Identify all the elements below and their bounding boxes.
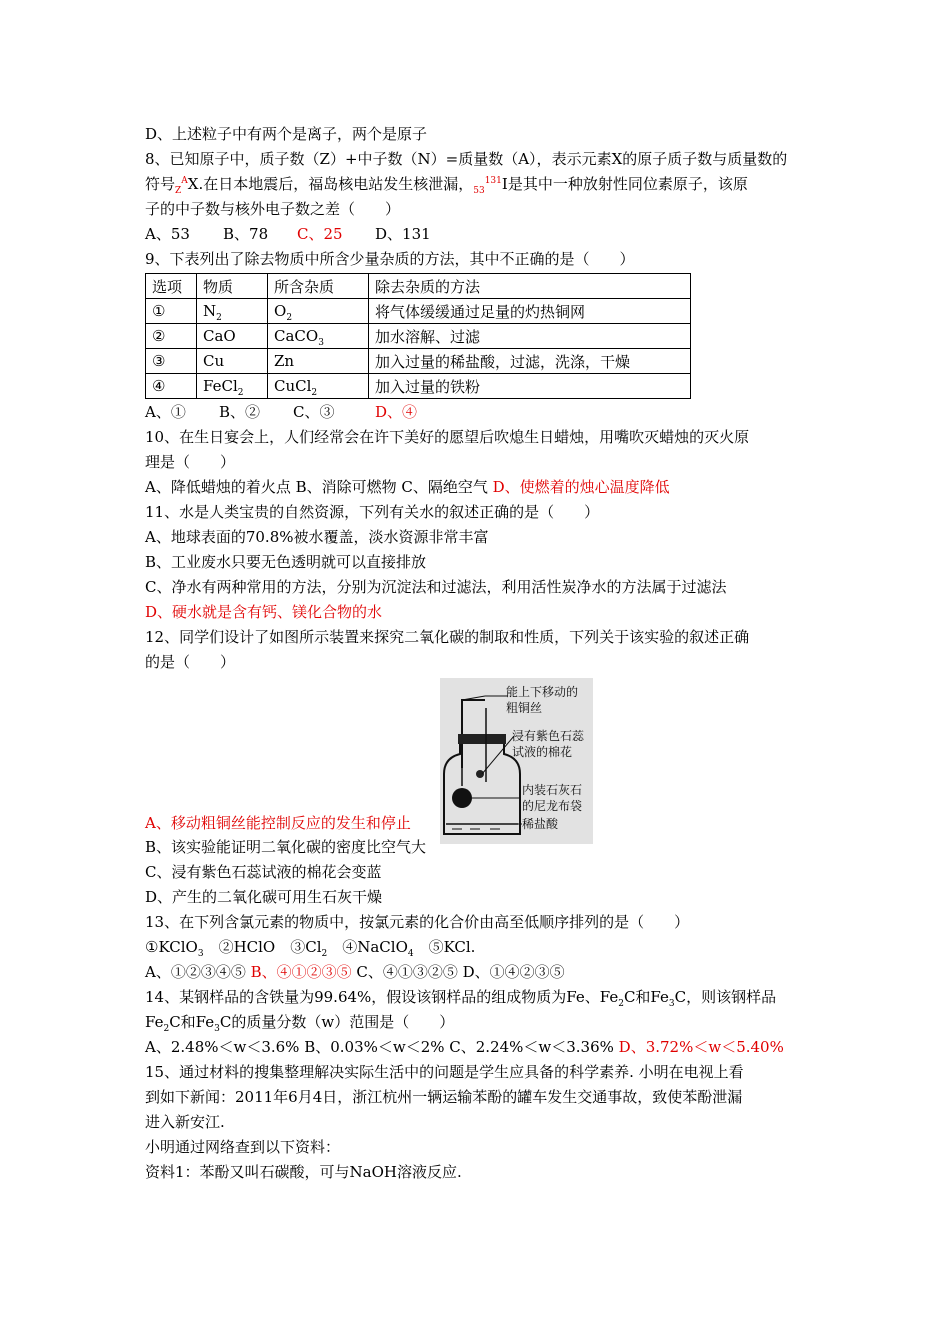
table-row: ③ Cu Zn 加入过量的稀盐酸，过滤，洗涤，干燥 (146, 349, 691, 374)
q8-answer: C、25 (297, 225, 343, 243)
q14-answer: D、3.72%＜w＜5.40% (618, 1038, 784, 1056)
q8-stem-line2: 符号$_Z^A$X.在日本地震后，福岛核电站发生核泄漏，$_{53}^{131}$I是其中一种放射性同位素原子，该原 (145, 175, 748, 196)
table-row: ② CaO CaCO$_3$ 加水溶解、过滤 (146, 324, 691, 349)
q8-stem-line3: 子的中子数与核外电子数之差（ ） (145, 200, 401, 218)
label-litmus: 浸有紫色石蕊 (512, 729, 585, 743)
q9-options: A、① B、② C、③ D、④ (145, 403, 418, 421)
table-row: ④ FeCl$_2$ CuCl$_2$ 加入过量的铁粉 (146, 374, 691, 399)
label-cotton: 试液的棉花 (512, 745, 573, 759)
q15-line4: 小明通过网络查到以下资料： (145, 1138, 341, 1156)
q10-stem-line1: 10、在生日宴会上，人们经常会在许下美好的愿望后吹熄生日蜡烛，用嘴吹灭蜡烛的灭火原 (145, 428, 750, 446)
q13-answer: B、④①②③⑤ (250, 963, 352, 981)
q15-line5: 资料1：苯酚又叫石碳酸，可与NaOH溶液反应. (145, 1163, 462, 1181)
q7-option-d: D、上述粒子中有两个是离子，两个是原子 (145, 125, 428, 143)
q10-answer: D、使燃着的烛心温度降低 (492, 478, 670, 496)
table-header-row: 选项 物质 所含杂质 除去杂质的方法 (146, 274, 691, 299)
q8-options: A、53 B、78 C、25 D、131 (145, 222, 815, 247)
q11-answer: D、硬水就是含有钙、镁化合物的水 (145, 603, 383, 621)
q9-answer: D、④ (375, 403, 418, 421)
label-hcl: 稀盐酸 (522, 817, 559, 831)
q12-stem-line2: 的是（ ） (145, 653, 236, 671)
q14-options: A、2.48%＜w＜3.6% B、0.03%＜w＜2% C、2.24%＜w＜3.36% D、3.72%＜w＜5.40% (145, 1038, 784, 1056)
q9-table (145, 273, 691, 399)
q14-stem-line1: 14、某钢样品的含铁量为99.64%，假设该钢样品的组成物质为Fe、$Fe_2C$和$Fe_3C$，则该钢样品 (145, 988, 777, 1009)
q9-stem: 9、下表列出了除去物质中所含少量杂质的方法，其中不正确的是（ ） (145, 250, 635, 268)
q14-stem-line2: $Fe_2C$和$Fe_3C$的质量分数（w）范围是（ ） (145, 1013, 455, 1034)
q15-line2: 到如下新闻：2011年6月4日，浙江杭州一辆运输苯酚的罐车发生交通事故，致使苯酚泄漏 (145, 1088, 743, 1106)
label-movable-wire: 能上下移动的 (506, 685, 579, 699)
apparatus-figure (440, 678, 593, 844)
q12-answer: A、移动粗铜丝能控制反应的发生和停止 (145, 814, 411, 832)
q12-option-c: C、浸有紫色石蕊试液的棉花会变蓝 (145, 863, 382, 881)
q12-stem-line1: 12、同学们设计了如图所示装置来探究二氧化碳的制取和性质，下列关于该实验的叙述正确 (145, 628, 750, 646)
q12-option-b: B、该实验能证明二氧化碳的密度比空气大 (145, 838, 427, 856)
q8-stem-line1: 8、已知原子中，质子数（Z）+中子数（N）=质量数（A），表示元素X的原子质子数与质量数的 (145, 150, 788, 168)
document-page (145, 122, 815, 1185)
q12-figure-block (145, 675, 815, 835)
q13-options: A、①②③④⑤ B、④①②③⑤ C、④①③②⑤ D、①④②③⑤ (145, 963, 565, 981)
q11-option-c: C、净水有两种常用的方法，分别为沉淀法和过滤法，利用活性炭净水的方法属于过滤法 (145, 578, 727, 596)
q12-option-d: D、产生的二氧化碳可用生石灰干燥 (145, 888, 383, 906)
table-row: ① $N_2$ $O_2$ 将气体缓缓通过足量的灼热铜网 (146, 299, 691, 324)
q10-stem-line2: 理是（ ） (145, 453, 236, 471)
q15-line1: 15、通过材料的搜集整理解决实际生活中的问题是学生应具备的科学素养. 小明在电视上看 (145, 1063, 744, 1081)
label-limestone: 内装石灰石 (522, 783, 583, 797)
label-nylon-bag: 的尼龙布袋 (522, 799, 583, 813)
q13-stem: 13、在下列含氯元素的物质中，按氯元素的化合价由高至低顺序排列的是（ ） (145, 913, 690, 931)
label-copper-wire: 粗铜丝 (506, 701, 543, 715)
q13-substances: ①KClO$_3$ ②HClO $③Cl_2$ ④NaClO$_4$ ⑤KCl. (145, 938, 476, 959)
q11-option-a: A、地球表面的70.8%被水覆盖，淡水资源非常丰富 (145, 528, 489, 546)
q11-stem: 11、水是人类宝贵的自然资源，下列有关水的叙述正确的是（ ） (145, 503, 600, 521)
q11-option-b: B、工业废水只要无色透明就可以直接排放 (145, 553, 427, 571)
q15-line3: 进入新安江. (145, 1113, 225, 1131)
q10-options: A、降低蜡烛的着火点 B、消除可燃物 C、隔绝空气 D、使燃着的烛心温度降低 (145, 478, 670, 496)
